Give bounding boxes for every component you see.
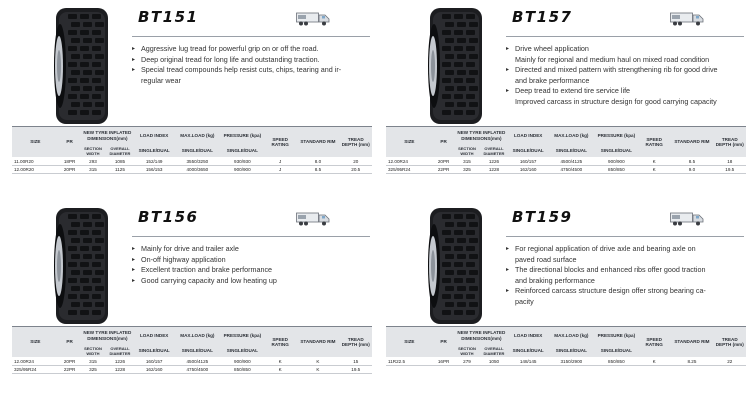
feature-text: paved road surface: [515, 254, 577, 264]
header-pressure: PRESSURE (kpa): [595, 327, 638, 345]
model-name: BT159: [512, 208, 573, 226]
arrow-bullet-icon: ▸: [132, 277, 136, 284]
table-cell: 11R22.5: [386, 357, 433, 365]
header-new-tyre: NEW TYRE INFLATED DIMENSIONS(mm): [80, 327, 134, 345]
arrow-bullet-icon: ▸: [506, 267, 510, 273]
arrow-bullet-icon: ▸: [506, 288, 510, 294]
table-row: [12, 157, 372, 165]
table-cell: 16PR: [433, 357, 455, 365]
header-pressure-sub: SINGLE/DUAL: [221, 145, 264, 158]
table-cell: 20PR: [433, 157, 455, 165]
header-size: SIZE: [386, 327, 433, 358]
arrow-bullet-icon: ▸: [132, 256, 136, 263]
header-speed: SPEED RATING: [638, 327, 670, 358]
table-row: [386, 165, 746, 173]
header-tread: TREAD DEPTH (mm): [714, 127, 746, 158]
table-cell: 18: [714, 157, 746, 165]
feature-text: Directed and mixed pattern with strengthening rib for good drive: [515, 65, 718, 74]
table-cell: 1226: [106, 357, 135, 365]
header-size: SIZE: [386, 127, 433, 158]
header-max-load-sub: SINGLE/DUAL: [548, 345, 595, 358]
table-cell: 4750/4500: [548, 165, 595, 173]
feature-text: Drive wheel application: [515, 44, 589, 53]
table-cell: K: [264, 365, 296, 373]
table-cell: 4500/4125: [174, 357, 221, 365]
feature-item: [506, 244, 744, 255]
feature-item: [506, 86, 744, 97]
feature-text: Aggressive lug tread for powerful grip on or off the road.: [141, 44, 319, 53]
header-pressure-sub: SINGLE/DUAL: [221, 345, 264, 358]
model-name: BT157: [512, 8, 573, 26]
truck-icon: [296, 12, 330, 26]
feature-item: [506, 55, 744, 66]
header-new-tyre: NEW TYRE INFLATED DIMENSIONS(mm): [454, 127, 508, 145]
table-row: [386, 157, 746, 165]
header-rim: STANDARD RIM: [296, 127, 339, 158]
table-cell: 15: [340, 357, 372, 365]
header-pressure-sub: SINGLE/DUAL: [595, 345, 638, 358]
table-cell: 20.5: [340, 165, 372, 173]
spec-table: [12, 326, 372, 374]
header-rim: STANDARD RIM: [670, 127, 713, 158]
panel-slot-1: [12, 2, 372, 198]
header-pressure: PRESSURE (kpa): [221, 127, 264, 145]
arrow-bullet-icon: ▸: [132, 67, 136, 73]
table-cell: 8.25: [670, 357, 713, 365]
header-load-index: LOAD INDEX: [508, 127, 548, 145]
header-overall-diameter: OVERALL DIAMETER: [480, 345, 509, 358]
feature-text: The directional blocks and enhanced ribs offer good traction: [515, 265, 706, 274]
table-cell: 4000/3650: [174, 165, 221, 173]
arrow-bullet-icon: ▸: [132, 56, 136, 63]
header-load-index: LOAD INDEX: [134, 327, 174, 345]
table-cell: 18PR: [59, 157, 81, 165]
arrow-bullet-icon: ▸: [506, 67, 510, 73]
table-cell: 1228: [480, 165, 509, 173]
table-cell: J: [264, 165, 296, 173]
table-row: [386, 357, 746, 365]
header-overall-diameter: OVERALL DIAMETER: [106, 345, 135, 358]
table-cell: 1226: [480, 157, 509, 165]
table-cell: 19.5: [714, 165, 746, 173]
divider: [132, 36, 370, 37]
header-max-load: MAX.LOAD (kg): [548, 327, 595, 345]
table-cell: 12.00R20: [12, 165, 59, 173]
header-max-load-sub: SINGLE/DUAL: [174, 145, 221, 158]
header-rim: STANDARD RIM: [296, 327, 339, 358]
table-cell: 315: [80, 165, 105, 173]
arrow-bullet-icon: ▸: [506, 46, 510, 52]
feature-text: Mainly for regional and medium haul on mixed road condition: [515, 54, 710, 64]
tire-image: [422, 206, 490, 326]
table-row: [12, 357, 372, 365]
table-cell: 325/95R24: [386, 165, 433, 173]
table-cell: 162/160: [134, 365, 174, 373]
table-cell: 160/157: [134, 357, 174, 365]
table-cell: K: [638, 357, 670, 365]
table-cell: 8.5: [670, 157, 713, 165]
panel-slot-3: [12, 202, 372, 398]
feature-text: Special tread compounds help resist cuts, chips, tearing and ir-: [141, 65, 342, 74]
panel-slot-2: [386, 2, 746, 198]
table-cell: 8.0: [296, 157, 339, 165]
feature-text: Excellent traction and brake performance: [141, 265, 273, 274]
table-cell: 1125: [106, 165, 135, 173]
header-pressure: PRESSURE (kpa): [221, 327, 264, 345]
header-speed: SPEED RATING: [264, 327, 296, 358]
table-cell: K: [296, 357, 339, 365]
table-cell: 162/160: [508, 165, 548, 173]
table-cell: 19.5: [340, 365, 372, 373]
feature-item: [506, 44, 744, 55]
model-name: BT156: [138, 208, 199, 226]
feature-item: [132, 65, 370, 76]
table-cell: 930/930: [221, 157, 264, 165]
truck-icon: [670, 12, 704, 26]
table-cell: 20PR: [59, 165, 81, 173]
feature-list: [506, 244, 744, 307]
table-cell: 1050: [480, 357, 509, 365]
header-new-tyre: NEW TYRE INFLATED DIMENSIONS(mm): [454, 327, 508, 345]
feature-text: Reinforced carcass structure design offer strong bearing ca-: [515, 286, 706, 295]
table-cell: 20: [340, 157, 372, 165]
divider: [506, 36, 744, 37]
table-cell: 152/149: [134, 157, 174, 165]
table-cell: K: [638, 165, 670, 173]
header-section-width: SECTION WIDTH: [454, 345, 479, 358]
header-tread: TREAD DEPTH (mm): [714, 327, 746, 358]
table-cell: 850/850: [595, 165, 638, 173]
table-cell: 22PR: [433, 165, 455, 173]
header-speed: SPEED RATING: [264, 127, 296, 158]
table-cell: J: [264, 157, 296, 165]
table-cell: 156/153: [134, 165, 174, 173]
table-cell: 315: [80, 357, 105, 365]
header-size: SIZE: [12, 327, 59, 358]
truck-icon: [670, 212, 704, 226]
table-cell: 900/900: [595, 157, 638, 165]
table-cell: 20PR: [59, 357, 81, 365]
table-cell: 3150/2900: [548, 357, 595, 365]
feature-text: and braking performance: [515, 275, 595, 285]
feature-list: [132, 44, 370, 86]
arrow-bullet-icon: ▸: [506, 246, 510, 252]
tire-image: [48, 206, 116, 326]
feature-text: regular wear: [141, 75, 181, 85]
arrow-bullet-icon: ▸: [132, 267, 136, 273]
spec-table: [12, 126, 372, 174]
header-section-width: SECTION WIDTH: [80, 345, 105, 358]
feature-list: [132, 244, 370, 286]
header-load-index-sub: SINGLE/DUAL: [508, 145, 548, 158]
table-cell: 315: [454, 157, 479, 165]
arrow-bullet-icon: ▸: [506, 88, 510, 94]
header-pr: PR: [59, 127, 81, 158]
header-max-load: MAX.LOAD (kg): [174, 127, 221, 145]
table-cell: K: [638, 157, 670, 165]
header-load-index: LOAD INDEX: [134, 127, 174, 145]
tire-image: [48, 6, 116, 126]
header-pr: PR: [59, 327, 81, 358]
table-cell: 1085: [106, 157, 135, 165]
table-cell: 4750/4500: [174, 365, 221, 373]
feature-item: [506, 297, 744, 308]
header-section-width: SECTION WIDTH: [80, 145, 105, 158]
header-new-tyre: NEW TYRE INFLATED DIMENSIONS(mm): [80, 127, 134, 145]
feature-item: [506, 276, 744, 287]
feature-item: [132, 265, 370, 276]
feature-item: [132, 244, 370, 255]
header-overall-diameter: OVERALL DIAMETER: [106, 145, 135, 158]
table-row: [12, 165, 372, 173]
feature-item: [506, 265, 744, 276]
header-pr: PR: [433, 127, 455, 158]
table-cell: 12.00R24: [12, 357, 59, 365]
table-cell: K: [264, 357, 296, 365]
feature-item: [506, 65, 744, 76]
header-pressure-sub: SINGLE/DUAL: [595, 145, 638, 158]
feature-item: [506, 97, 744, 108]
panel-slot-4: [386, 202, 746, 398]
feature-item: [506, 76, 744, 87]
table-row: [12, 365, 372, 373]
table-cell: 12.00R24: [386, 157, 433, 165]
model-name: BT151: [138, 8, 199, 26]
table-cell: 325/95R24: [12, 365, 59, 373]
table-cell: 325: [454, 165, 479, 173]
header-tread: TREAD DEPTH (mm): [340, 327, 372, 358]
table-cell: 325: [80, 365, 105, 373]
feature-text: Good carrying capacity and low heating up: [141, 275, 277, 285]
table-cell: 850/850: [595, 357, 638, 365]
feature-text: Deep tread to extend tire service life: [515, 86, 631, 95]
table-cell: 148/145: [508, 357, 548, 365]
feature-text: Deep original tread for long life and outstanding traction.: [141, 54, 320, 64]
header-load-index: LOAD INDEX: [508, 327, 548, 345]
table-cell: 22: [714, 357, 746, 365]
table-cell: 160/157: [508, 157, 548, 165]
header-load-index-sub: SINGLE/DUAL: [508, 345, 548, 358]
table-cell: 293: [80, 157, 105, 165]
arrow-bullet-icon: ▸: [132, 46, 136, 52]
table-cell: 850/850: [221, 365, 264, 373]
feature-item: [132, 255, 370, 266]
feature-list: [506, 44, 744, 107]
feature-text: and brake performance: [515, 75, 590, 85]
table-cell: 3550/3250: [174, 157, 221, 165]
table-cell: 900/900: [221, 165, 264, 173]
table-cell: 4500/4125: [548, 157, 595, 165]
table-cell: 11.00R20: [12, 157, 59, 165]
table-cell: 8.5: [296, 165, 339, 173]
header-pressure: PRESSURE (kpa): [595, 127, 638, 145]
header-load-index-sub: SINGLE/DUAL: [134, 345, 174, 358]
header-size: SIZE: [12, 127, 59, 158]
header-max-load-sub: SINGLE/DUAL: [174, 345, 221, 358]
feature-item: [506, 255, 744, 266]
header-speed: SPEED RATING: [638, 127, 670, 158]
header-max-load: MAX.LOAD (kg): [548, 127, 595, 145]
header-tread: TREAD DEPTH (mm): [340, 127, 372, 158]
divider: [506, 236, 744, 237]
feature-item: [132, 76, 370, 87]
feature-text: Improved carcass in structure design for good carrying capacity: [515, 96, 717, 106]
header-max-load-sub: SINGLE/DUAL: [548, 145, 595, 158]
header-pr: PR: [433, 327, 455, 358]
table-cell: 1228: [106, 365, 135, 373]
spec-table: [386, 326, 746, 366]
header-load-index-sub: SINGLE/DUAL: [134, 145, 174, 158]
divider: [132, 236, 370, 237]
feature-item: [132, 44, 370, 55]
table-cell: 279: [454, 357, 479, 365]
header-section-width: SECTION WIDTH: [454, 145, 479, 158]
table-cell: K: [296, 365, 339, 373]
feature-item: [132, 55, 370, 66]
table-cell: 900/900: [221, 357, 264, 365]
arrow-bullet-icon: ▸: [132, 246, 136, 252]
header-max-load: MAX.LOAD (kg): [174, 327, 221, 345]
header-overall-diameter: OVERALL DIAMETER: [480, 145, 509, 158]
table-cell: 22PR: [59, 365, 81, 373]
truck-icon: [296, 212, 330, 226]
feature-text: On-off highway application: [141, 254, 226, 264]
header-rim: STANDARD RIM: [670, 327, 713, 358]
feature-text: Mainly for drive and trailer axle: [141, 244, 239, 253]
table-cell: 9.0: [670, 165, 713, 173]
feature-text: For regional application of drive axle and bearing axle on: [515, 244, 696, 253]
feature-item: [132, 276, 370, 287]
spec-table: [386, 126, 746, 174]
tire-image: [422, 6, 490, 126]
feature-text: pacity: [515, 296, 534, 306]
feature-item: [506, 286, 744, 297]
